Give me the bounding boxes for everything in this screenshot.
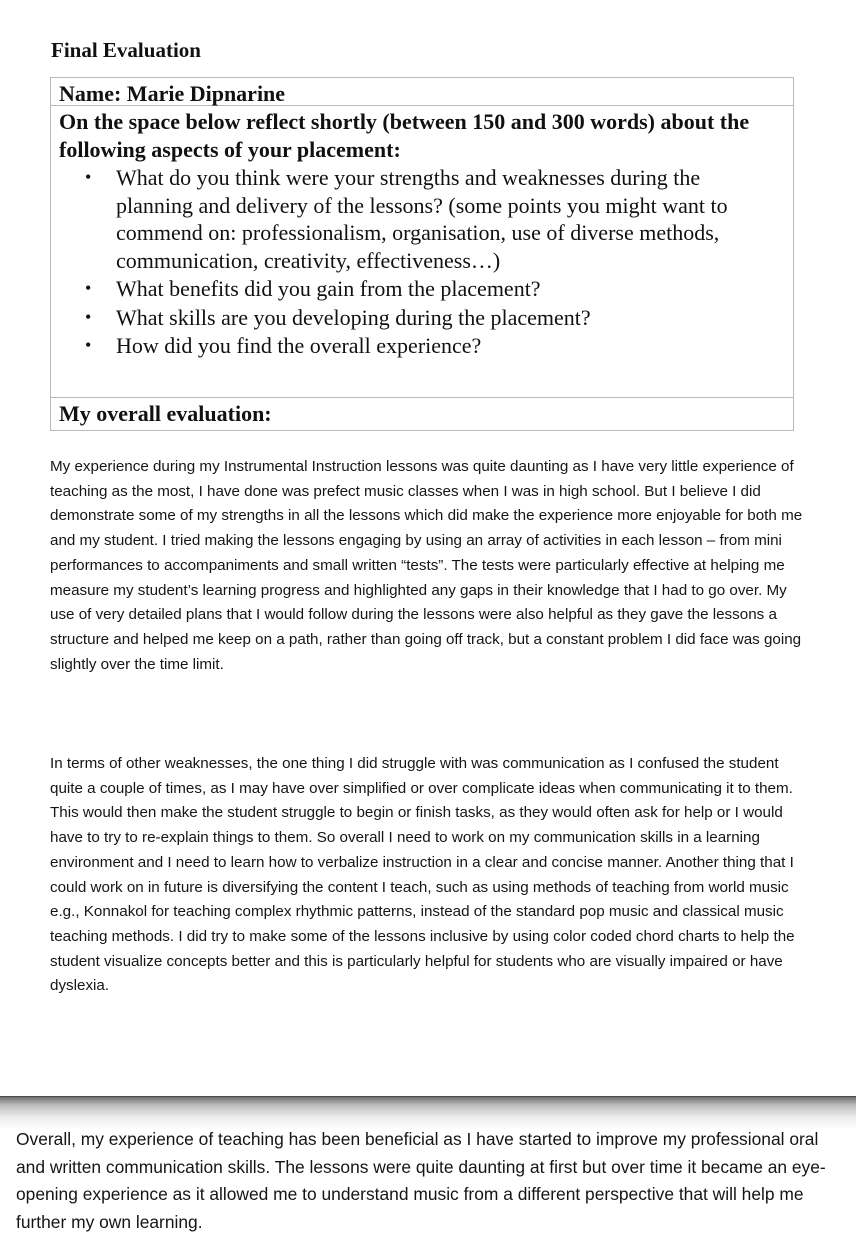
closing-panel bbox=[0, 1096, 856, 1239]
list-item bbox=[85, 332, 765, 360]
bullet-icon: • bbox=[85, 278, 92, 298]
bullet-icon: • bbox=[85, 335, 92, 355]
question-text: What benefits did you gain from the placement? bbox=[116, 276, 541, 301]
question-text: How did you find the overall experience? bbox=[116, 333, 482, 358]
instruction-text: On the space below reflect shortly (between 150 and 300 words) about the following aspects of your placement: bbox=[59, 109, 750, 162]
overall-evaluation-heading: My overall evaluation: bbox=[59, 401, 272, 426]
question-text: What skills are you developing during the placement? bbox=[116, 304, 591, 330]
bullet-icon: • bbox=[85, 167, 92, 187]
list-item bbox=[85, 164, 765, 274]
evaluation-form-table bbox=[50, 77, 794, 431]
instructions-row bbox=[51, 106, 793, 398]
evaluation-paragraph-1: My experience during my Instrumental Instruction lessons was quite daunting as I have very little experience of teaching as the most, I have done was prefect music classes when I was in high school. But I believe I did demonstrate some of my strengths in all the lessons which did make the experience more enjoyable for both me and my student. I tried making the lessons engaging by using an array of activities in each lesson – from mini performances to accompaniments and small written “tests”. The tests were particularly effective at helping me measure my student’s learning progress and highlighted any gaps in their knowledge that I had to go over. My use of very detailed plans that I would follow during the lessons were also helpful as they gave the lessons a structure and helped me keep on a path, rather than going off track, but a constant problem I did face was going slightly over the time limit. bbox=[50, 458, 803, 673]
student-name: Name: Marie Dipnarine bbox=[59, 81, 286, 106]
list-item bbox=[85, 275, 765, 303]
closing-paragraph: Overall, my experience of teaching has been beneficial as I have started to improve my professional oral and written communication skills. The lessons were quite daunting at first but over time it became an eye-opening experience as it allowed me to understand music from a different perspective that will help me further my own learning. bbox=[16, 1129, 826, 1232]
question-text: What do you think were your strengths and weaknesses during the planning and delivery of the lessons? (some points you might want to commend on: professionalism, organisation, use of diverse methods, communication, creativity, effectiveness…) bbox=[116, 165, 728, 273]
list-item bbox=[85, 304, 765, 332]
name-row bbox=[51, 78, 793, 106]
overall-evaluation-row bbox=[51, 398, 793, 430]
bullet-icon: • bbox=[85, 306, 92, 327]
page-title: Final Evaluation bbox=[51, 38, 201, 62]
question-list bbox=[85, 164, 765, 361]
evaluation-paragraph-2: In terms of other weaknesses, the one thing I did struggle with was communication as I confused the student quite a couple of times, as I may have over simplified or over complicate ideas when communicating it to them. This would then make the student struggle to begin or finish tasks, as they would often ask for help or I would have to try to re-explain things to them. So overall I need to work on my communication skills in a learning environment and I need to learn how to verbalize instruction in a clear and concise manner. Another thing that I could work on in future is diversifying the content I teach, such as using methods of teaching from world music e.g., Konnakol for teaching complex rhythmic patterns, instead of the standard pop music and classical music teaching methods. I did try to make some of the lessons inclusive by using color coded chord charts to help the student visualize concepts better and this is particularly helpful for students who are visually impaired or have dyslexia. bbox=[50, 755, 795, 995]
